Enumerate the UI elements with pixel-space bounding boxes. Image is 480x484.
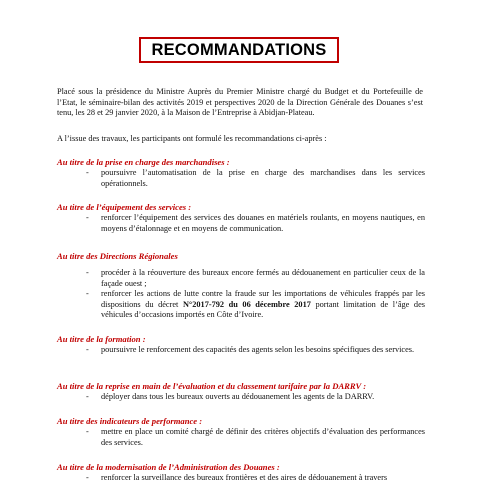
- section-marchandises: [57, 157, 425, 189]
- bullet-dash: -: [86, 473, 89, 482]
- section-list: [57, 345, 425, 356]
- section-list: [57, 427, 425, 448]
- section-formation: [57, 334, 425, 356]
- list-item-text: procéder à la réouverture des bureaux encore fermés au dédouanement en particulier ceux de la façade ouest ;: [101, 268, 425, 288]
- title-box: [139, 37, 339, 63]
- list-item: [57, 268, 425, 289]
- section-list: [57, 268, 425, 321]
- bullet-dash: -: [86, 268, 89, 277]
- bullet-dash: -: [86, 168, 89, 177]
- lead-paragraph: A l’issue des travaux, les participants ont formulé les recommandations ci-après :: [57, 134, 327, 143]
- section-darrv: [57, 381, 425, 403]
- section-list: [57, 473, 425, 484]
- list-item: [57, 427, 425, 448]
- bullet-dash: -: [86, 392, 89, 401]
- section-heading: Au titre de la modernisation de l’Administration des Douanes :: [57, 462, 280, 472]
- bullet-dash: -: [86, 427, 89, 436]
- section-directions-regionales: [57, 251, 425, 321]
- section-heading: Au titre de la reprise en main de l’évaluation et du classement tarifaire par la DARRV :: [57, 381, 367, 391]
- list-item-text: renforcer l’équipement des services des douanes en matériels roulants, en moyens nautiques, en moyens d’étalonnage et en moyens de communication.: [101, 213, 425, 233]
- list-item: [57, 345, 425, 356]
- section-heading: Au titre de l’équipement des services :: [57, 202, 192, 212]
- list-item-text: poursuivre l’automatisation de la prise en charge des marchandises dans les services opérationnels.: [101, 168, 425, 188]
- section-list: [57, 168, 425, 189]
- list-item-text: poursuivre le renforcement des capacités des agents selon les besoins spécifiques des services.: [101, 345, 415, 354]
- list-item-text: mettre en place un comité chargé de définir des critères objectifs d’évaluation des performances des services.: [101, 427, 425, 447]
- intro-paragraph: Placé sous la présidence du Ministre Auprès du Premier Ministre chargé du Budget et du Portefeuille de l’Etat, le séminaire-bilan des activités 2019 et perspectives 2020 de la Direction Générale des Douanes s’est tenu, les 28 et 29 janvier 2020, à la Maison de l’Entreprise à Abidjan-Plateau.: [57, 87, 423, 118]
- list-item: [57, 168, 425, 189]
- section-modernisation: [57, 462, 425, 484]
- list-item-text: renforcer les actions de lutte contre la fraude sur les importations de véhicules frappés par les dispositions du décret: [101, 289, 425, 309]
- section-indicateurs: [57, 416, 425, 448]
- list-item: [57, 213, 425, 234]
- section-list: [57, 392, 425, 403]
- bullet-dash: -: [86, 289, 89, 299]
- list-item-text: déployer dans tous les bureaux ouverts au dédouanement les agents de la DARRV.: [101, 392, 375, 401]
- section-list: [57, 213, 425, 234]
- section-heading: Au titre des indicateurs de performance :: [57, 416, 203, 426]
- list-item: [57, 392, 425, 403]
- section-heading: Au titre de la formation :: [57, 334, 146, 344]
- page-title: RECOMMANDATIONS: [151, 40, 327, 59]
- section-heading: Au titre des Directions Régionales: [57, 251, 178, 261]
- section-equipement: [57, 202, 425, 234]
- list-item: [57, 289, 425, 321]
- decree-reference: N°2017-792 du 06 décembre 2017: [182, 299, 311, 309]
- section-heading: Au titre de la prise en charge des marchandises :: [57, 157, 230, 167]
- list-item-text: renforcer la surveillance des bureaux frontières et des aires de dédouanement à travers: [101, 473, 388, 482]
- bullet-dash: -: [86, 213, 89, 222]
- bullet-dash: -: [86, 345, 89, 354]
- list-item-text-end: portant limitation de l’âge des véhicules d’occasions importés en Côte d’Ivoire.: [101, 299, 425, 320]
- list-item: [57, 473, 425, 484]
